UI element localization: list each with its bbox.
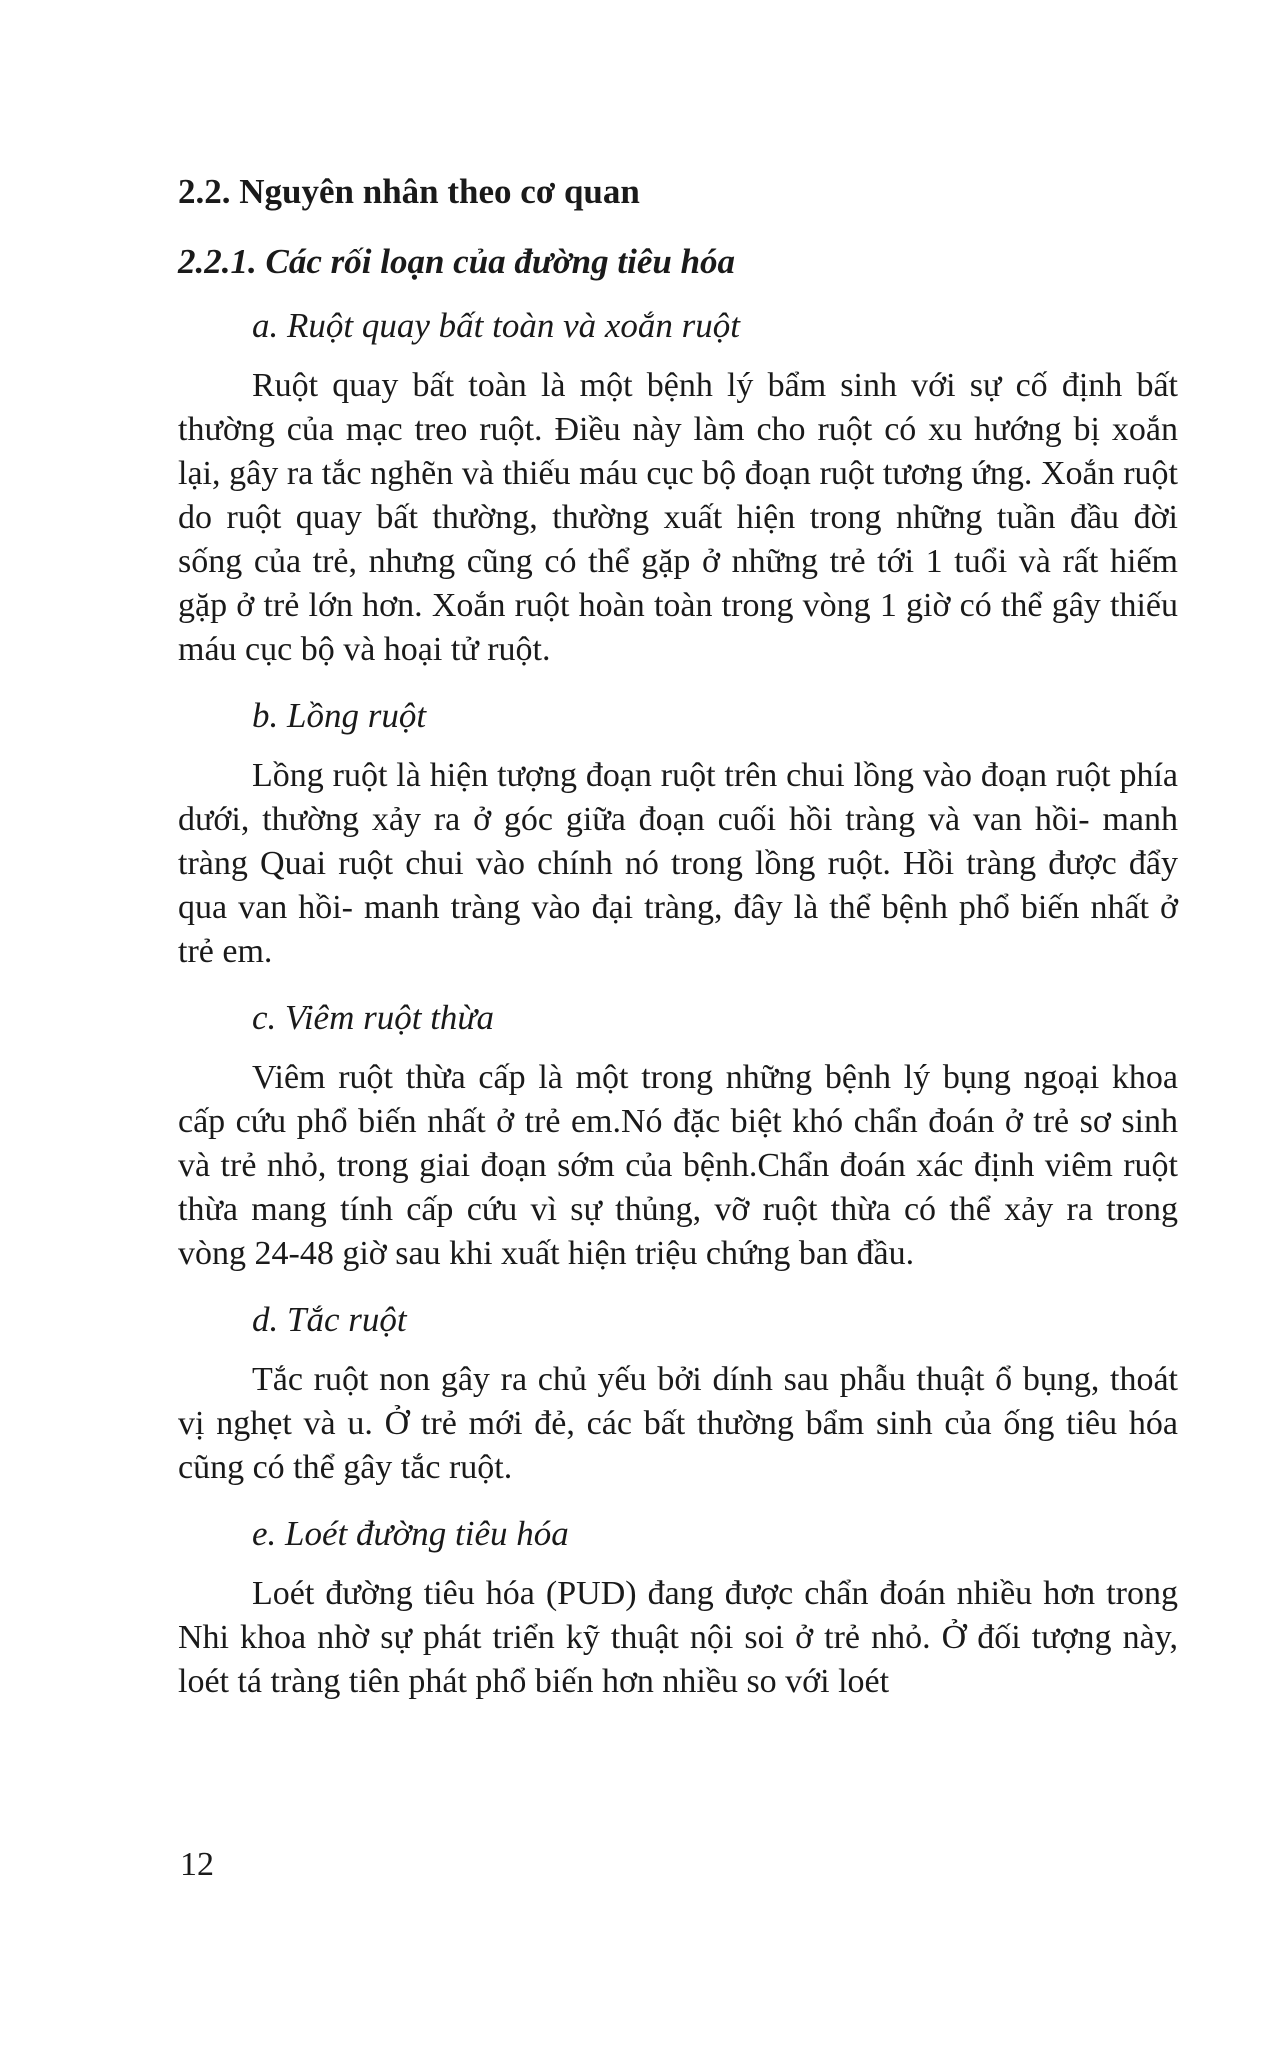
paragraph-b: Lồng ruột là hiện tượng đoạn ruột trên chui lồng vào đoạn ruột phía dưới, thường xảy ra ở góc giữa đoạn cuối hồi tràng và van hồi- manh tràng Quai ruột chui vào chính nó trong lồng ruột. Hồi tràng được đẩy qua van hồi- manh tràng vào đại tràng, đây là thể bệnh phổ biến nhất ở trẻ em. xyxy=(178,757,1178,970)
item-heading-e: e. Loét đường tiêu hóa xyxy=(252,1514,569,1553)
paragraph-d: Tắc ruột non gây ra chủ yếu bởi dính sau phẫu thuật ổ bụng, thoát vị nghẹt và u. Ở trẻ mới đẻ, các bất thường bẩm sinh của ống tiêu hóa cũng có thể gây tắc ruột. xyxy=(178,1361,1178,1486)
page-number: 12 xyxy=(180,1846,214,1883)
item-heading-a: a. Ruột quay bất toàn và xoắn ruột xyxy=(252,306,741,345)
paragraph-e: Loét đường tiêu hóa (PUD) đang được chẩn đoán nhiều hơn trong Nhi khoa nhờ sự phát triển kỹ thuật nội soi ở trẻ nhỏ. Ở đối tượng này, loét tá tràng tiên phát phổ biến hơn nhiều so với loét xyxy=(178,1575,1178,1700)
item-heading-c: c. Viêm ruột thừa xyxy=(252,998,495,1037)
item-heading-b: b. Lồng ruột xyxy=(252,696,427,735)
subsection-heading: 2.2.1. Các rối loạn của đường tiêu hóa xyxy=(178,242,736,281)
paragraph-a: Ruột quay bất toàn là một bệnh lý bẩm sinh với sự cố định bất thường của mạc treo ruột. Điều này làm cho ruột có xu hướng bị xoắn lại, gây ra tắc nghẽn và thiếu máu cục bộ đoạn ruột tương ứng. Xoắn ruột do ruột quay bất thường, thường xuất hiện trong những tuần đầu đời sống của trẻ, nhưng cũng có thể gặp ở những trẻ tới 1 tuổi và rất hiếm gặp ở trẻ lớn hơn. Xoắn ruột hoàn toàn trong vòng 1 giờ có thể gây thiếu máu cục bộ và hoại tử ruột. xyxy=(178,367,1178,668)
page-content xyxy=(178,168,1178,1724)
item-heading-d: d. Tắc ruột xyxy=(252,1300,407,1339)
section-heading: 2.2. Nguyên nhân theo cơ quan xyxy=(178,172,640,211)
paragraph-c: Viêm ruột thừa cấp là một trong những bệnh lý bụng ngoại khoa cấp cứu phổ biến nhất ở trẻ em.Nó đặc biệt khó chẩn đoán ở trẻ sơ sinh và trẻ nhỏ, trong giai đoạn sớm của bệnh.Chẩn đoán xác định viêm ruột thừa mang tính cấp cứu vì sự thủng, vỡ ruột thừa có thể xảy ra trong vòng 24-48 giờ sau khi xuất hiện triệu chứng ban đầu. xyxy=(178,1059,1178,1272)
